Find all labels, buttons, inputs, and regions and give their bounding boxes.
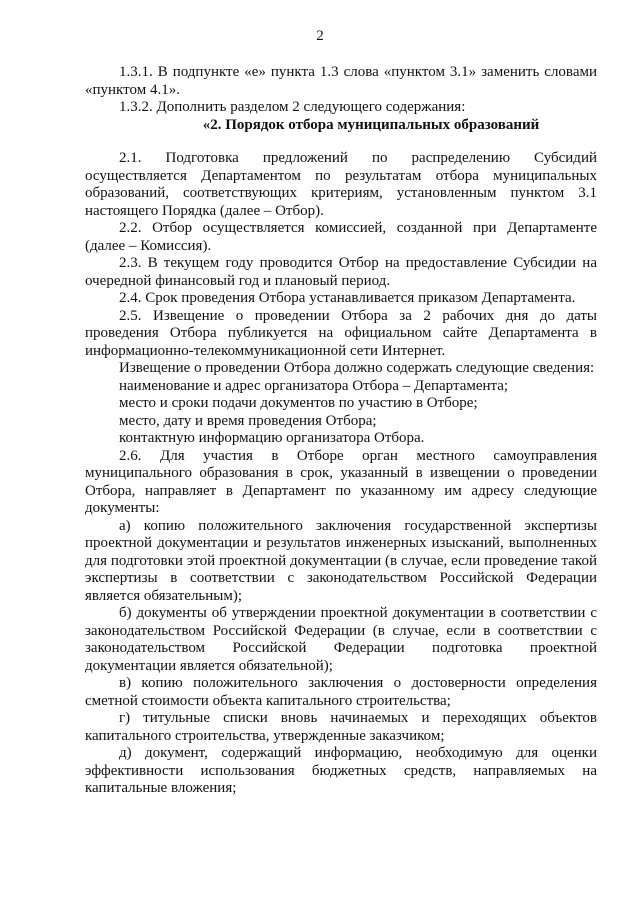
subitem-a: а) копию положительного заключения государственной экспертизы проектной документации и результатов инженерных изысканий, выполненных для подготовки этой проектной документации (в случае, если проведение такой экспертизы в соответствии с законодательством Российской Федерации является обязательным); — [85, 517, 597, 604]
paragraph-2-5: 2.5. Извещение о проведении Отбора за 2 рабочих дня до даты проведения Отбора публикуется на официальном сайте Департамента в информационно-телекоммуникационной сети Интернет. — [85, 307, 597, 359]
paragraph-1-3-2: 1.3.2. Дополнить разделом 2 следующего содержания: — [119, 99, 466, 115]
paragraph-2-4: 2.4. Срок проведения Отбора устанавливается приказом Департамента. — [119, 290, 576, 306]
subitem-v: в) копию положительного заключения о достоверности определения сметной стоимости объекта капитального строительства; — [85, 675, 597, 709]
subitem-b: б) документы об утверждении проектной документации в соответствии с законодательством Российской Федерации (в случае, если в соответствии с законодательством Российской Федерации подготовка проектной документации является обязательной); — [85, 605, 597, 674]
paragraph-2-1: 2.1. Подготовка предложений по распределению Субсидий осуществляется Департаментом по результатам отбора муниципальных образований, соответствующих критериям, установленным пунктом 3.1 настоящего Порядка (далее – Отбор). — [85, 150, 597, 219]
paragraph-2-3: 2.3. В текущем году проводится Отбор на предоставление Субсидии на очередной финансовый год и плановый период. — [85, 255, 597, 289]
paragraph-2-2: 2.2. Отбор осуществляется комиссией, созданной при Департаменте (далее – Комиссия). — [85, 220, 597, 254]
paragraph-1-3-1: 1.3.1. В подпункте «е» пункта 1.3 слова «пунктом 3.1» заменить словами «пунктом 4.1». — [85, 64, 597, 98]
page-number: 2 — [316, 28, 324, 44]
document-body — [85, 64, 597, 798]
paragraph-2-5-notice: Извещение о проведении Отбора должно содержать следующие сведения: — [119, 360, 595, 376]
subitem-g: г) титульные списки вновь начинаемых и переходящих объектов капитального строительства, утвержденные заказчиком; — [85, 710, 597, 744]
section-heading: «2. Порядок отбора муниципальных образований — [202, 116, 540, 133]
notice-item-submission: место и сроки подачи документов по участию в Отборе; — [119, 395, 478, 411]
notice-item-venue: место, дату и время проведения Отбора; — [119, 412, 377, 429]
notice-item-organizer: наименование и адрес организатора Отбора – Департамента; — [119, 377, 509, 394]
subitem-d: д) документ, содержащий информацию, необходимую для оценки эффективности использования бюджетных средств, направляемых на капитальные вложения; — [85, 745, 597, 796]
paragraph-2-6: 2.6. Для участия в Отборе орган местного самоуправления муниципального образования в срок, указанный в извещении о проведении Отбора, направляет в Департамент по указанному им адресу следующие документы: — [85, 447, 597, 516]
heading-spacer — [85, 134, 597, 150]
notice-item-contacts: контактную информацию организатора Отбора. — [119, 430, 425, 446]
